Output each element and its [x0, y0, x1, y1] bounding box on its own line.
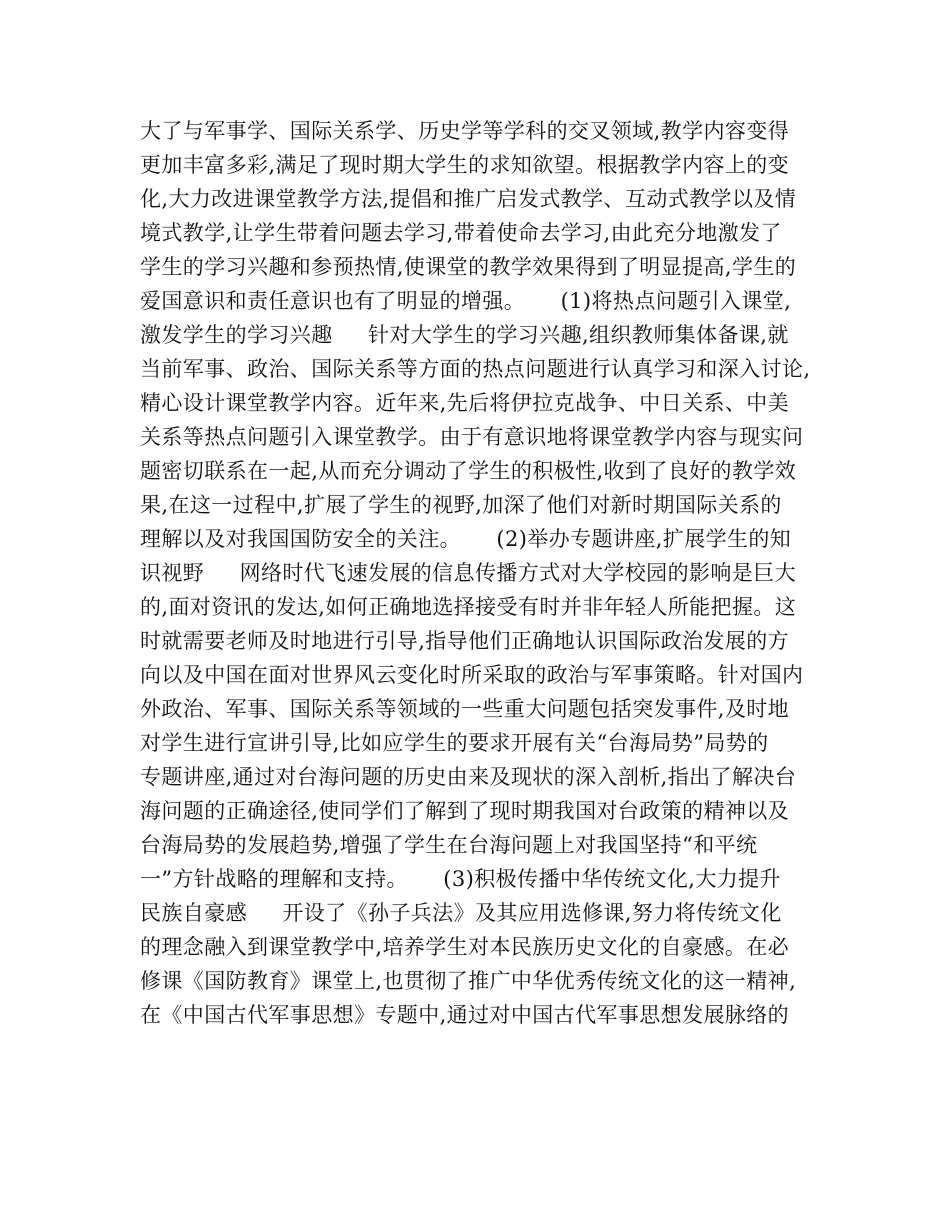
text-line: 识视野 网络时代飞速发展的信息传播方式对大学校园的影响是巨大: [140, 561, 796, 585]
text-line: 境式教学,让学生带着问题去学习,带着使命去学习,由此充分地激发了: [140, 221, 782, 245]
text-line: 当前军事、政治、国际关系等方面的热点问题进行认真学习和深入讨论,: [140, 357, 811, 381]
text-line: 民族自豪感 开设了《孙子兵法》及其应用选修课,努力将传统文化: [140, 901, 782, 925]
text-line: 爱国意识和责任意识也有了明显的增强。 (1)将热点问题引入课堂,: [140, 289, 792, 313]
text-line: 关系等热点问题引入课堂教学。由于有意识地将课堂教学内容与现实问: [140, 425, 804, 449]
body-text: [140, 114, 820, 1032]
text-line: 的理念融入到课堂教学中,培养学生对本民族历史文化的自豪感。在必: [140, 935, 790, 959]
text-line: 修课《国防教育》课堂上,也贯彻了推广中华优秀传统文化的这一精神,: [140, 969, 797, 993]
text-line: 更加丰富多彩,满足了现时期大学生的求知欲望。根据教学内容上的变: [140, 153, 790, 177]
text-line: 一”方针战略的理解和支持。 (3)积极传播中华传统文化,大力提升: [140, 867, 781, 891]
text-line: 果,在这一过程中,扩展了学生的视野,加深了他们对新时期国际关系的: [140, 493, 782, 517]
text-line: 在《中国古代军事思想》专题中,通过对中国古代军事思想发展脉络的: [140, 1003, 790, 1027]
text-line: 大了与军事学、国际关系学、历史学等学科的交叉领域,教学内容变得: [140, 119, 790, 143]
text-line: 题密切联系在一起,从而充分调动了学生的积极性,收到了良好的教学效: [140, 459, 797, 483]
text-line: 化,大力改进课堂教学方法,提倡和推广启发式教学、互动式教学以及情: [140, 187, 797, 211]
text-line: 对学生进行宣讲引导,比如应学生的要求开展有关“台海局势”局势的: [140, 731, 769, 755]
text-line: 精心设计课堂教学内容。近年来,先后将伊拉克战争、中日关系、中美: [140, 391, 790, 415]
text-line: 专题讲座,通过对台海问题的历史由来及现状的深入剖析,指出了解决台: [140, 765, 797, 789]
text-line: 向以及中国在面对世界风云变化时所采取的政治与军事策略。针对国内: [140, 663, 804, 687]
text-line: 时就需要老师及时地进行引导,指导他们正确地认识国际政治发展的方: [140, 629, 790, 653]
text-line: 学生的学习兴趣和参预热情,使课堂的教学效果得到了明显提高,学生的: [140, 255, 797, 279]
text-line: 的,面对资讯的发达,如何正确地选择接受有时并非年轻人所能把握。这: [140, 595, 797, 619]
text-line: 外政治、军事、国际关系等领域的一些重大问题包括突发事件,及时地: [140, 697, 790, 721]
text-line: 台海局势的发展趋势,增强了学生在台海问题上对我国坚持“和平统: [140, 833, 758, 857]
text-line: 激发学生的学习兴趣 针对大学生的学习兴趣,组织教师集体备课,就: [140, 323, 789, 347]
text-line: 海问题的正确途径,使同学们了解到了现时期我国对台政策的精神以及: [140, 799, 790, 823]
text-line: 理解以及对我国国防安全的关注。 (2)举办专题讲座,扩展学生的知: [140, 527, 792, 551]
